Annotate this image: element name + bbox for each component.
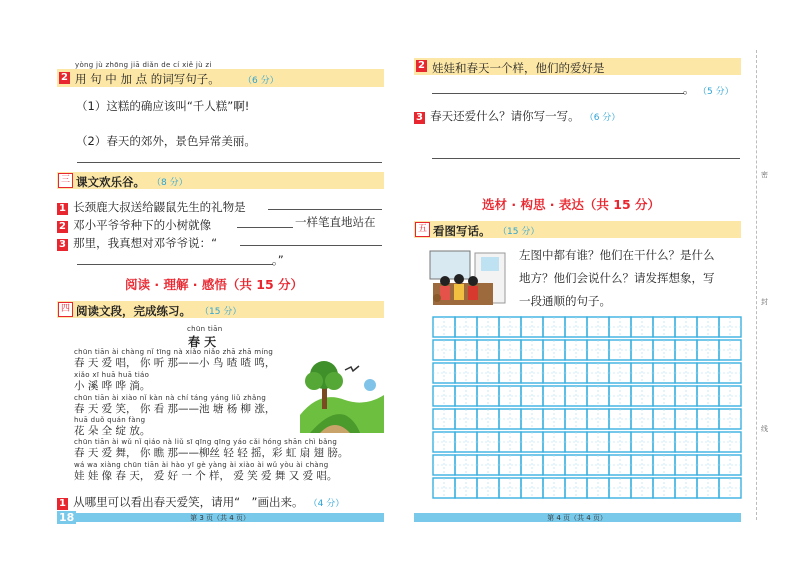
sec3-item-3-blank[interactable]	[240, 245, 382, 246]
poem-line-1: 春 天 爱 唱， 你 听 那——小 鸟 喳 喳 鸣，	[74, 357, 276, 369]
poem-line-4-pinyin: huā duǒ quán fàng	[74, 416, 146, 424]
sec3-item-1	[57, 196, 246, 215]
sec3-item-2	[57, 214, 211, 233]
sec4-q1-score: （4 分）	[308, 499, 345, 509]
q2-number: 2	[59, 72, 70, 84]
q2-pinyin: yòng jù zhōng jiā diǎn de cí xiě jù zi	[75, 61, 212, 69]
sec3-title: 课文欢乐谷。	[76, 175, 145, 189]
sec3-item-2-tail: 一样笔直地站在	[295, 215, 376, 229]
sec5-title: 看图写话。	[433, 224, 491, 238]
right-q3-number: 3	[414, 112, 425, 124]
sec3-item-2-text: 邓小平爷爷种下的小树就像	[73, 218, 212, 232]
q2-item-1: （1）这糕的确应该叫“千人糕”啊!	[76, 99, 250, 113]
poem-line-4: 花 朵 全 绽 放。	[74, 425, 151, 437]
right-q2-number: 2	[416, 60, 427, 72]
right-q3	[414, 105, 620, 124]
left-footer-text: 第 3 页（共 4 页）	[190, 514, 250, 522]
sec3-item-2-number: 2	[57, 221, 68, 233]
sec4-q1-number: 1	[57, 498, 68, 510]
q2-instruction: 用 句 中 加 点 的词写句子。	[75, 72, 220, 86]
right-q2-score: （5 分）	[698, 87, 734, 97]
q2-item-2: （2）春天的郊外，景色异常美丽。	[76, 134, 256, 148]
right-q3-text: 春天还爱什么？请你写一写。	[430, 109, 580, 123]
page-number: 18	[59, 511, 75, 524]
sec3-item-3-text: 那里，我真想对邓爷爷说：“	[73, 236, 218, 250]
right-q3-answer-line[interactable]	[432, 158, 740, 159]
sec3-item-3-number: 3	[57, 239, 68, 251]
sec3-closing: 。”	[272, 253, 284, 267]
sec4-score: （15 分）	[200, 307, 242, 317]
sec4-q1-text: 从哪里可以看出春天爱笑，请用“ ”画出来。	[73, 495, 304, 509]
sec4-title: 阅读文段，完成练习。	[76, 304, 191, 318]
spring-landscape-illustration	[300, 355, 384, 433]
sec5-prompt-line-3: 一段通顺的句子。	[519, 294, 611, 308]
sec3-item-1-number: 1	[57, 203, 68, 215]
sec3-item-3-blank-2[interactable]	[77, 264, 273, 265]
sec3-item-1-text: 长颈鹿大叔送给鼹鼠先生的礼物是	[73, 200, 246, 214]
children-picture	[425, 243, 511, 313]
sec3-header-bar	[57, 172, 384, 189]
poem-title-pinyin: chūn tiān	[187, 325, 223, 333]
right-q2-answer-line[interactable]	[432, 93, 684, 94]
sec5-prompt-line-2: 地方？他们会说什么？请发挥想象，写	[519, 271, 715, 285]
right-q3-score: （6 分）	[584, 113, 621, 123]
poem-line-6: 娃 娃 像 春 天， 爱 好 一 个 样， 爱 笑 爱 舞 又 爱 唱。	[74, 470, 338, 482]
sec4-header-bar	[57, 301, 384, 318]
q2-header-bar	[57, 69, 384, 87]
writing-heading: 选材 · 构思 · 表达（共 15 分）	[482, 197, 661, 212]
right-q2-bar	[414, 58, 741, 75]
sec5-mark: 五	[415, 222, 430, 237]
writing-grid[interactable]	[432, 316, 742, 504]
sec3-item-2-blank[interactable]	[237, 227, 293, 228]
poem-line-1-pinyin: chūn tiān ài chàng nǐ tīng nà xiǎo niǎo zhā zhā míng	[74, 348, 274, 356]
sec4-mark: 四	[58, 302, 73, 317]
poem-line-3: 春 天 爱 笑， 你 看 那——池 塘 杨 柳 涨，	[74, 403, 276, 415]
sec3-mark: 三	[58, 173, 73, 188]
poem-title: 春 天	[188, 335, 217, 349]
sec5-prompt-line-1: 左图中都有谁？他们在干什么？是什么	[519, 248, 715, 262]
margin-char-3: 线	[761, 425, 768, 433]
poem-line-6-pinyin: wá wa xiàng chūn tiān ài hào yī gè yàng ài xiào ài wǔ yòu ài chàng	[74, 461, 329, 469]
poem-line-3-pinyin: chūn tiān ài xiào nǐ kàn nà chí táng yáng liǔ zhǎng	[74, 394, 267, 402]
reading-heading: 阅读 · 理解 · 感悟（共 15 分）	[125, 277, 304, 292]
poem-line-2-pinyin: xiǎo xī huā huā tiáo	[74, 371, 150, 379]
right-footer-text: 第 4 页（共 4 页）	[547, 514, 607, 522]
sec5-score: （15 分）	[498, 227, 540, 237]
sec3-item-1-blank[interactable]	[268, 209, 382, 210]
sec3-score: （8 分）	[152, 178, 188, 188]
sec4-q1	[57, 491, 344, 510]
margin-char-1: 密	[761, 171, 768, 179]
poem-line-2: 小 溪 哗 哗 淌。	[74, 380, 151, 392]
poem-line-5: 春 天 爱 舞， 你 瞧 那——柳丝 轻 轻 摇，彩 虹 扇 翅 膀。	[74, 447, 349, 459]
sec5-header-bar	[414, 221, 741, 238]
right-q2-text: 娃娃和春天一个样，他们的爱好是	[432, 61, 605, 75]
poem-line-5-pinyin: chūn tiān ài wǔ nǐ qiáo nà liǔ sī qīng qīng yáo cǎi hóng shān chì bǎng	[74, 438, 338, 446]
binding-dashed-line	[756, 50, 757, 520]
right-q2-end: 。	[683, 82, 695, 96]
sec3-item-3	[57, 232, 217, 251]
q2-score: （6 分）	[243, 76, 279, 86]
margin-char-2: 封	[761, 298, 768, 306]
q2-answer-line[interactable]	[77, 162, 382, 163]
